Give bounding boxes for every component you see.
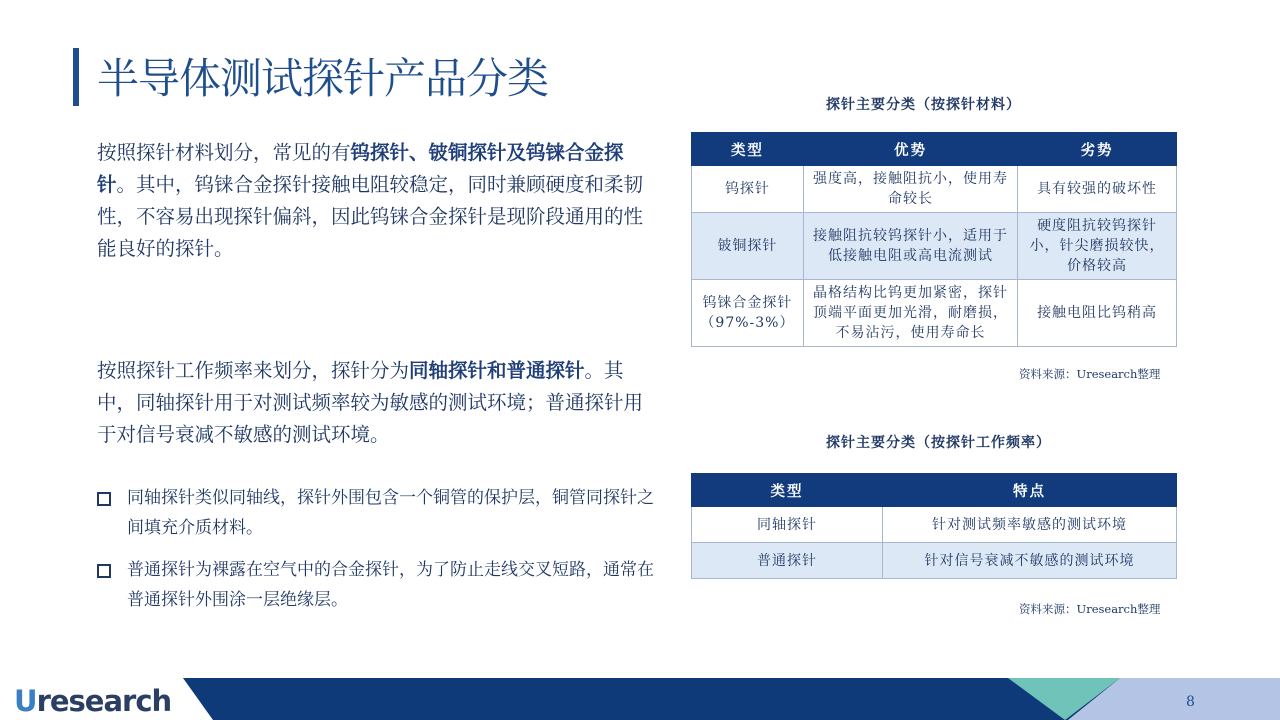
header-cell: 劣势 bbox=[1018, 133, 1177, 166]
header-cell: 类型 bbox=[692, 133, 804, 166]
table-header-row bbox=[692, 133, 1177, 166]
page-number: 8 bbox=[1186, 694, 1195, 710]
header-cell: 类型 bbox=[692, 474, 883, 507]
table-cell: 晶格结构比钨更加紧密，探针顶端平面更加光滑，耐磨损，不易沾污，使用寿命长 bbox=[803, 280, 1017, 347]
table1-source: 资料来源：Uresearch整理 bbox=[1019, 367, 1161, 381]
header-cell: 特点 bbox=[883, 474, 1177, 507]
bullet-list bbox=[97, 483, 657, 627]
bullet-item: 同轴探针类似同轴线，探针外围包含一个铜管的保护层，铜管同探针之间填充介质材料。 bbox=[97, 483, 657, 543]
table-cell: 接触电阻比钨稍高 bbox=[1018, 280, 1177, 347]
material-paragraph: 按照探针材料划分，常见的有钨探针、铍铜探针及钨铼合金探针。其中，钨铼合金探针接触电阻较稳定，同时兼顾硬度和柔韧性，不容易出现探针偏斜，因此钨铼合金探针是现阶段通用的性能良好的探针。 bbox=[97, 141, 644, 260]
material-table bbox=[691, 132, 1177, 347]
table2-caption: 探针主要分类（按探针工作频率） bbox=[826, 435, 1051, 451]
footer-band bbox=[0, 678, 1280, 720]
material-highlight: 钨探针、铍铜探针及钨铼合金探针 bbox=[97, 141, 624, 196]
square-bullet-icon bbox=[97, 564, 111, 578]
header-cell: 优势 bbox=[803, 133, 1017, 166]
table-row bbox=[692, 507, 1177, 543]
table-cell: 同轴探针 bbox=[692, 507, 883, 543]
table-cell: 钨铼合金探针（97%-3%） bbox=[692, 280, 804, 347]
table-cell: 具有较强的破坏性 bbox=[1018, 166, 1177, 213]
table-row bbox=[692, 280, 1177, 347]
table-cell: 普通探针 bbox=[692, 543, 883, 579]
title-accent-bar bbox=[73, 48, 79, 106]
square-bullet-icon bbox=[97, 492, 111, 506]
table-row bbox=[692, 166, 1177, 213]
table-header-row bbox=[692, 474, 1177, 507]
table1-caption: 探针主要分类（按探针材料） bbox=[826, 97, 1021, 113]
table2-source: 资料来源：Uresearch整理 bbox=[1019, 602, 1161, 616]
frequency-highlight: 同轴探针和普通探针 bbox=[409, 359, 585, 382]
table-cell: 接触阻抗较钨探针小，适用于低接触电阻或高电流测试 bbox=[803, 213, 1017, 280]
table-cell: 硬度阻抗较钨探针小，针尖磨损较快，价格较高 bbox=[1018, 213, 1177, 280]
frequency-paragraph: 按照探针工作频率来划分，探针分为同轴探针和普通探针。其中，同轴探针用于对测试频率较为敏感的测试环境；普通探针用于对信号衰减不敏感的测试环境。 bbox=[97, 359, 644, 446]
table-cell: 针对测试频率敏感的测试环境 bbox=[883, 507, 1177, 543]
page-title: 半导体测试探针产品分类 bbox=[97, 54, 549, 103]
table-cell: 钨探针 bbox=[692, 166, 804, 213]
table-cell: 强度高，接触阻抗小，使用寿命较长 bbox=[803, 166, 1017, 213]
table-cell: 针对信号衰减不敏感的测试环境 bbox=[883, 543, 1177, 579]
bullet-item: 普通探针为裸露在空气中的合金探针，为了防止走线交叉短路，通常在普通探针外围涂一层绝缘层。 bbox=[97, 555, 657, 615]
uresearch-logo: Uresearch bbox=[14, 684, 172, 718]
table-row bbox=[692, 213, 1177, 280]
frequency-table bbox=[691, 473, 1177, 579]
table-row bbox=[692, 543, 1177, 579]
table-cell: 铍铜探针 bbox=[692, 213, 804, 280]
